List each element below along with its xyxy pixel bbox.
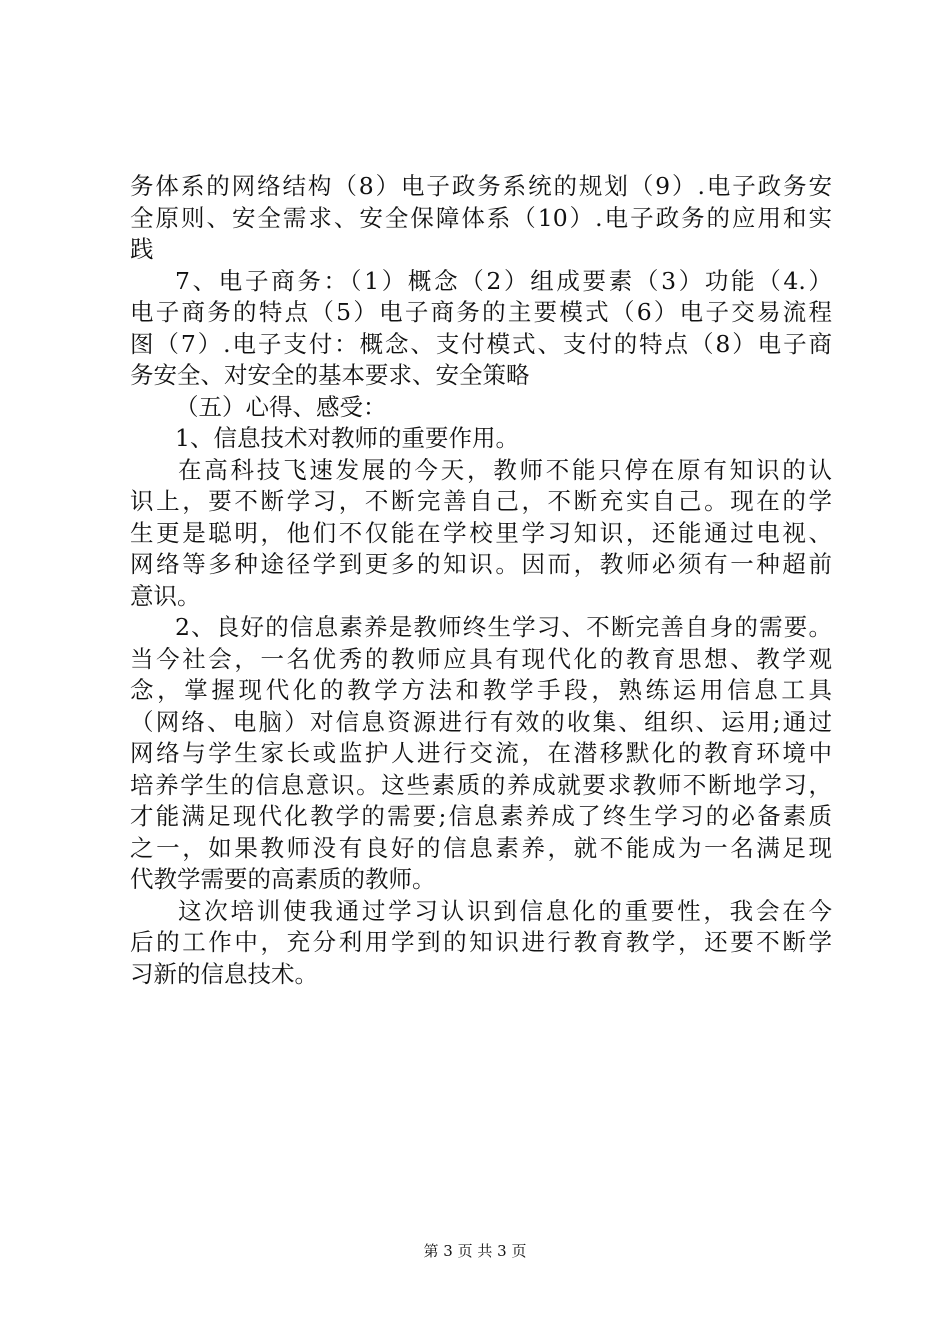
text-line: 之一，如果教师没有良好的信息素养，就不能成为一名满足现 [130,833,832,862]
text-line: 务安全、对安全的基本要求、安全策略 [130,361,530,389]
text-line: 全原则、安全需求、安全保障体系（10）.电子政务的应用和实 [130,203,832,232]
text-line: 代教学需要的高素质的教师。 [130,865,436,893]
document-body [130,171,832,990]
page-footer: 第 3 页 共 3 页 [423,1242,527,1260]
text-line: 才能满足现代化教学的需要;信息素养成了终生学习的必备素质 [130,802,832,830]
section-heading: （五）心得、感受： [175,392,387,421]
text-line: 念，掌握现代化的教学方法和教学手段，熟练运用信息工具 [130,676,832,704]
text-line: 网络与学生家长或监护人进行交流，在潜移默化的教育环境中 [130,739,832,767]
text-line: 习新的信息技术。 [130,959,318,988]
text-line: 培养学生的信息意识。这些素质的养成就要求教师不断地学习， [130,770,832,799]
text-line: 7、电子商务：（1）概念（2）组成要素（3）功能（4.） [175,266,832,295]
text-line: 电子商务的特点（5）电子商务的主要模式（6）电子交易流程 [130,298,832,326]
text-line: （网络、电脑）对信息资源进行有效的收集、组织、运用;通过 [130,707,832,736]
text-line: 务体系的网络结构（8）电子政务系统的规划（9）.电子政务安 [130,172,832,200]
subsection-heading: 1、信息技术对教师的重要作用。 [175,424,519,452]
text-line: 意识。 [130,581,201,610]
text-line: 图（7）.电子支付：概念、支付模式、支付的特点（8）电子商 [130,329,832,358]
text-line: 后的工作中，充分利用学到的知识进行教育教学，还要不断学 [130,928,832,956]
text-line: 当今社会，一名优秀的教师应具有现代化的教育思想、教学观 [130,644,832,673]
text-line: 生更是聪明，他们不仅能在学校里学习知识，还能通过电视、 [130,518,832,547]
text-line: 识上，要不断学习，不断完善自己，不断充实自己。现在的学 [130,487,832,515]
text-line: 在高科技飞速发展的今天，教师不能只停在原有知识的认 [178,455,832,484]
text-line: 网络等多种途径学到更多的知识。因而，教师必须有一种超前 [130,550,832,578]
text-line: 这次培训使我通过学习认识到信息化的重要性，我会在今 [178,896,832,925]
text-line: 2、良好的信息素养是教师终生学习、不断完善自身的需要。 [175,613,832,641]
text-line: 践 [130,235,154,263]
